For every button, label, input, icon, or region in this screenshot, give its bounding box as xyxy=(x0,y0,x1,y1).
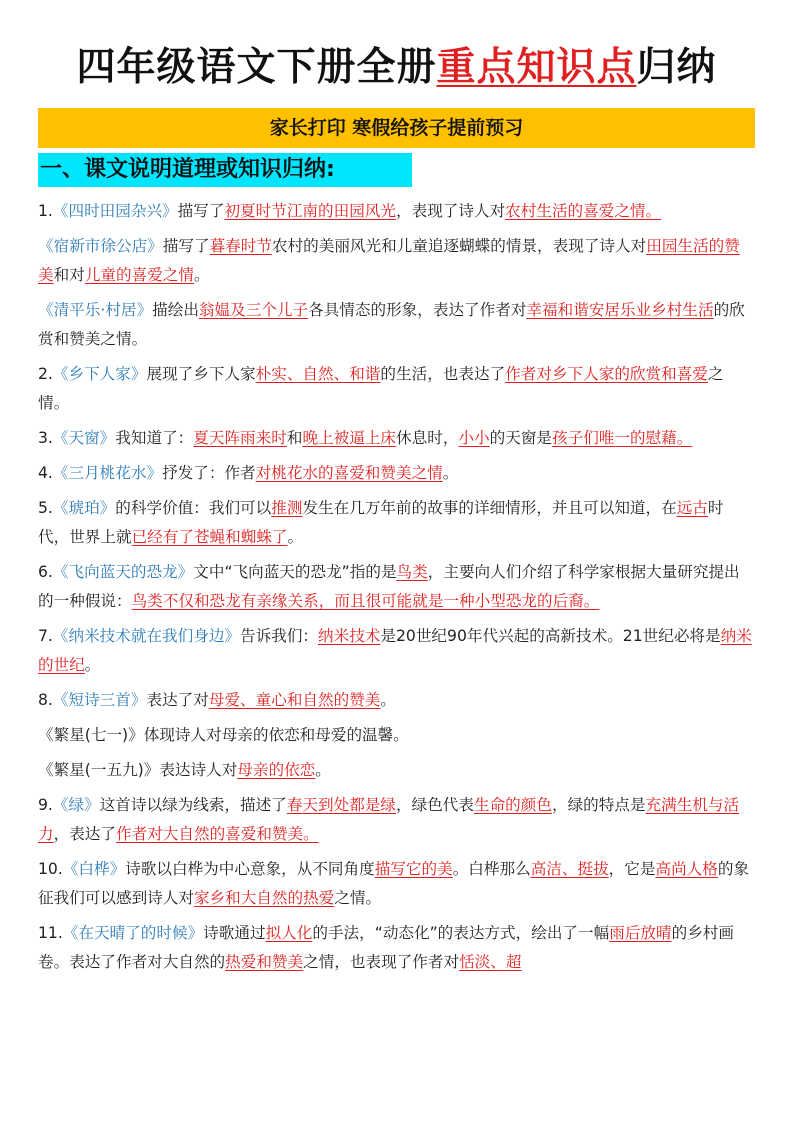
note-paragraph xyxy=(38,232,754,290)
note-paragraph xyxy=(38,424,754,453)
lesson-title: 《清平乐·村居》 xyxy=(38,301,153,319)
lesson-title: 《四时田园杂兴》 xyxy=(52,202,178,220)
key-point: 作者对大自然的喜爱和赞美。 xyxy=(116,825,319,843)
title-post: 归纳 xyxy=(636,45,717,90)
key-point: 纳米技术 xyxy=(318,627,381,645)
lesson-title: 《乡下人家》 xyxy=(52,365,147,383)
lesson-title: 《白桦》 xyxy=(62,860,126,878)
text-segment: 时代，世界上就 xyxy=(38,499,724,546)
key-point: 生命的颜色 xyxy=(473,796,552,814)
text-segment: 诗歌以白桦为中心意象，从不同角度 xyxy=(125,860,375,878)
text-segment: 之情。 xyxy=(38,365,724,412)
note-paragraph xyxy=(38,360,754,418)
text-segment: 。 xyxy=(380,691,397,709)
note-paragraph xyxy=(38,459,754,488)
text-segment: 的乡村画卷。表达了作者对大自然的 xyxy=(38,924,734,971)
text-segment: 描写了 xyxy=(177,202,225,220)
title-pre: 四年级语文下册全册 xyxy=(76,45,437,90)
text-segment: 7. xyxy=(38,627,53,645)
text-segment: 各具情态的形象，表达了作者对 xyxy=(308,301,527,319)
text-segment: 抒发了：作者 xyxy=(162,464,256,482)
text-segment: 的手法，“动态化”的表达方式，绘出了一幅 xyxy=(312,924,610,942)
note-paragraph xyxy=(38,494,754,552)
key-point: 夏天阵雨来时 xyxy=(193,429,287,447)
key-point: 推测 xyxy=(271,499,303,517)
text-segment: 文中“飞向蓝天的恐龙”指的是 xyxy=(193,563,397,581)
key-point: 田园生活的赞美 xyxy=(38,237,740,284)
text-segment: 之情。 xyxy=(334,889,382,907)
key-point: 春天到处都是绿 xyxy=(286,796,396,814)
text-segment: 描写了 xyxy=(162,237,210,255)
text-segment: 8. xyxy=(38,691,53,709)
text-segment: 休息时， xyxy=(396,429,459,447)
text-segment: 3. xyxy=(38,429,53,447)
key-point: 已经有了苍蝇和蜘蛛了 xyxy=(131,528,288,546)
text-segment: 告诉我们： xyxy=(240,627,319,645)
text-segment: 。 xyxy=(287,528,304,546)
text-segment: 我知道了： xyxy=(115,429,194,447)
key-point: 暮春时节 xyxy=(209,237,272,255)
key-point: 充满生机与活力 xyxy=(38,796,740,843)
lesson-title: 《飞向蓝天的恐龙》 xyxy=(52,563,194,581)
note-paragraph xyxy=(38,791,754,849)
text-segment: 是20世纪90年代兴起的高新技术。21世纪必将是 xyxy=(380,627,721,645)
text-segment: 6. xyxy=(38,563,53,581)
note-paragraph xyxy=(38,296,754,354)
text-segment: 。 xyxy=(315,761,331,779)
text-segment: 《繁星(七一)》体现诗人对母亲的依恋和母爱的温馨。 xyxy=(38,726,409,744)
lesson-title: 《天窗》 xyxy=(52,429,116,447)
text-segment: 和对 xyxy=(53,266,85,284)
text-segment: 11. xyxy=(38,924,63,942)
key-point: 恬淡、超 xyxy=(459,953,522,971)
text-segment: ，表现了诗人对 xyxy=(396,202,506,220)
key-point: 农村生活的喜爱之情。 xyxy=(505,202,662,220)
note-paragraph xyxy=(38,855,754,913)
text-segment: ，它是 xyxy=(608,860,656,878)
key-point: 雨后放晴 xyxy=(609,924,672,942)
lesson-title: 《在天晴了的时候》 xyxy=(62,924,204,942)
text-segment: ，绿色代表 xyxy=(396,796,474,814)
key-point: 孩子们唯一的慰藉。 xyxy=(552,429,693,447)
text-segment: 诗歌通过 xyxy=(203,924,266,942)
section-heading: 一、课文说明道理或知识归纳: xyxy=(38,153,412,187)
print-banner: 家长打印 寒假给孩子提前预习 xyxy=(38,108,755,148)
text-segment: 发生在几万年前的故事的详细情形，并且可以知道，在 xyxy=(302,499,677,517)
key-point: 描写它的美 xyxy=(374,860,453,878)
text-segment: 的欣赏和赞美之情。 xyxy=(38,301,745,348)
text-segment: 。 xyxy=(84,656,101,674)
text-segment: 。 xyxy=(442,464,459,482)
lesson-title: 《三月桃花水》 xyxy=(52,464,163,482)
text-segment: 的天窗是 xyxy=(489,429,553,447)
note-paragraph xyxy=(38,622,754,680)
text-segment: 展现了乡下人家 xyxy=(146,365,256,383)
text-segment: 这首诗以绿为线索，描述了 xyxy=(99,796,287,814)
key-point: 母亲的依恋 xyxy=(237,761,316,779)
key-point: 小小 xyxy=(458,429,490,447)
lesson-title: 《绿》 xyxy=(52,796,100,814)
key-point: 远古 xyxy=(676,499,708,517)
lesson-title: 《纳米技术就在我们身边》 xyxy=(52,627,241,645)
text-segment: 描绘出 xyxy=(152,301,199,319)
key-point: 幸福和谐安居乐业乡村生活 xyxy=(526,301,714,319)
text-segment: 10. xyxy=(38,860,63,878)
key-point: 高洁、挺拔 xyxy=(530,860,609,878)
notes-content xyxy=(38,197,754,983)
text-segment: 9. xyxy=(38,796,53,814)
title-highlight: 重点知识点 xyxy=(436,45,637,90)
key-point: 儿童的喜爱之情 xyxy=(84,266,194,284)
key-point: 初夏时节江南的田园风光 xyxy=(224,202,396,220)
key-point: 拟人化 xyxy=(265,924,313,942)
text-segment: ，表达了 xyxy=(53,825,116,843)
note-paragraph xyxy=(38,919,754,977)
text-segment: 表达了对 xyxy=(146,691,209,709)
text-segment: 《繁星(一五九)》表达诗人对 xyxy=(38,761,238,779)
lesson-title: 《宿新市徐公店》 xyxy=(38,237,163,255)
note-paragraph xyxy=(38,756,754,785)
note-paragraph xyxy=(38,558,754,616)
key-point: 高尚人格 xyxy=(655,860,718,878)
text-segment: ，绿的特点是 xyxy=(551,796,646,814)
text-segment: 。白桦那么 xyxy=(452,860,531,878)
text-segment: 农村的美丽风光和儿童追逐蝴蝶的情景，表现了诗人对 xyxy=(271,237,647,255)
key-point: 纳米的世纪 xyxy=(38,627,752,674)
key-point: 晚上被逼上床 xyxy=(302,429,397,447)
key-point: 热爱和赞美 xyxy=(225,953,304,971)
key-point: 翁媪及三个儿子 xyxy=(198,301,309,319)
key-point: 朴实、自然、和谐 xyxy=(255,365,381,383)
text-segment: 1. xyxy=(38,202,53,220)
text-segment: 4. xyxy=(38,464,53,482)
text-segment: 。 xyxy=(193,266,210,284)
text-segment: 的生活，也表达了 xyxy=(380,365,506,383)
lesson-title: 《琥珀》 xyxy=(52,499,116,517)
text-segment: 的科学价值：我们可以 xyxy=(115,499,272,517)
key-point: 鸟类不仅和恐龙有亲缘关系，而且很可能就是一种小型恐龙的后裔。 xyxy=(131,592,600,610)
note-paragraph xyxy=(38,686,754,715)
note-paragraph xyxy=(38,197,754,226)
key-point: 母爱、童心和自然的赞美 xyxy=(208,691,381,709)
key-point: 鸟类 xyxy=(396,563,428,581)
lesson-title: 《短诗三首》 xyxy=(52,691,147,709)
key-point: 作者对乡下人家的欣赏和喜爱 xyxy=(505,365,708,383)
text-segment: 的象征我们可以感到诗人对 xyxy=(38,860,750,907)
key-point: 家乡和大自然的热爱 xyxy=(193,889,335,907)
text-segment: 之情，也表现了作者对 xyxy=(303,953,460,971)
note-paragraph xyxy=(38,721,754,750)
text-segment: ，主要向人们介绍了科学家根据大量研究提出的一种假说： xyxy=(38,563,740,610)
page-title xyxy=(0,38,793,98)
text-segment: 5. xyxy=(38,499,53,517)
text-segment: 2. xyxy=(38,365,53,383)
text-segment: 和 xyxy=(286,429,303,447)
key-point: 对桃花水的喜爱和赞美之情 xyxy=(255,464,443,482)
